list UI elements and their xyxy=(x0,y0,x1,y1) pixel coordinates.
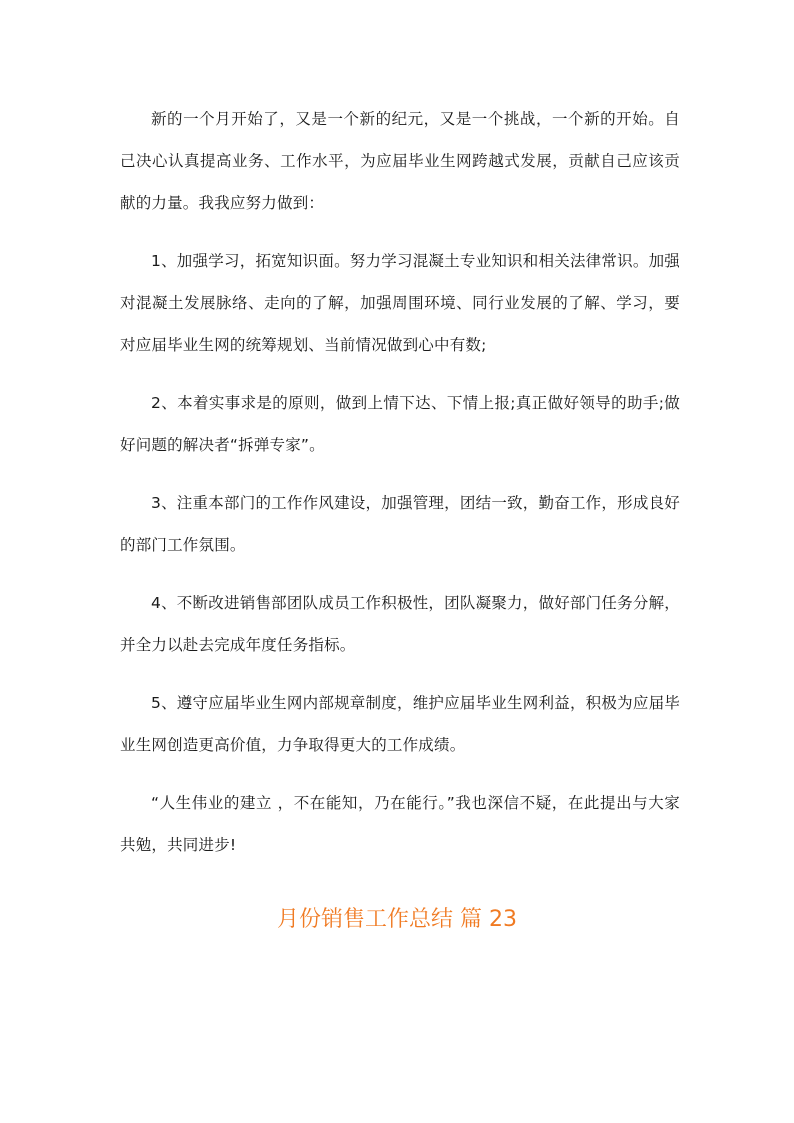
item-5-paragraph: 5、遵守应届毕业生网内部规章制度，维护应届毕业生网利益，积极为应届毕业生网创造更高价值，力争取得更大的工作成绩。 xyxy=(120,694,680,754)
document-body xyxy=(120,98,680,866)
item-1-paragraph: 1、加强学习，拓宽知识面。努力学习混凝土专业知识和相关法律常识。加强对混凝土发展脉络、走向的了解，加强周围环境、同行业发展的了解、学习，要对应届毕业生网的统筹规划、当前情况做到心中有数; xyxy=(120,252,680,354)
item-2-paragraph: 2、本着实事求是的原则，做到上情下达、下情上报;真正做好领导的助手;做好问题的解决者“拆弹专家”。 xyxy=(120,394,680,454)
section-title: 月份销售工作总结 篇 23 xyxy=(277,907,517,932)
item-4-paragraph: 4、不断改进销售部团队成员工作积极性，团队凝聚力，做好部门任务分解，并全力以赴去完成年度任务指标。 xyxy=(120,594,680,654)
intro-paragraph: 新的一个月开始了，又是一个新的纪元，又是一个挑战，一个新的开始。自己决心认真提高业务、工作水平，为应届毕业生网跨越式发展，贡献自己应该贡献的力量。我我应努力做到： xyxy=(120,110,680,212)
closing-paragraph: “人生伟业的建立 ，不在能知，乃在能行。”我也深信不疑，在此提出与大家共勉，共同进步! xyxy=(120,794,680,854)
item-3-paragraph: 3、注重本部门的工作作风建设，加强管理，团结一致，勤奋工作，形成良好的部门工作氛围。 xyxy=(120,494,680,554)
